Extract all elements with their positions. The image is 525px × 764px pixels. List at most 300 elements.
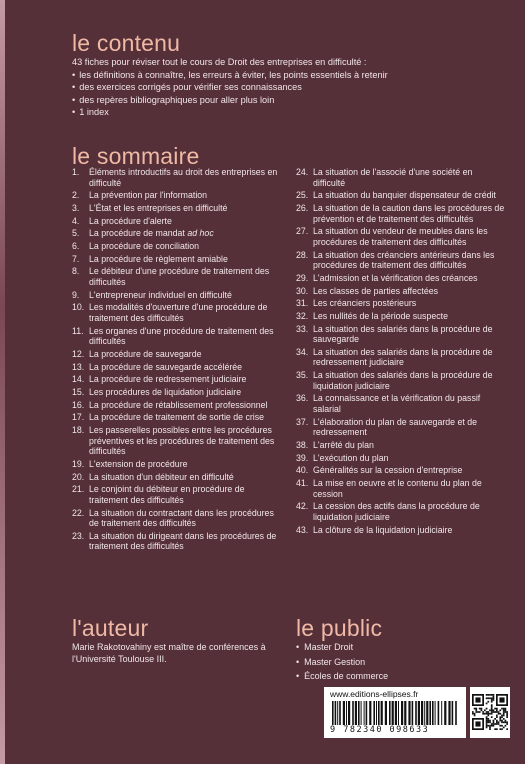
qr-module [477, 711, 479, 713]
qr-module [491, 716, 493, 718]
sommaire-entry-title: La situation des salariés dans la procédure de liquidation judiciaire [313, 370, 493, 391]
qr-module [491, 723, 493, 725]
barcode-bar [455, 701, 457, 725]
sommaire-entry-number: 28. [296, 249, 309, 260]
qr-module [506, 711, 508, 713]
qr-module [491, 725, 493, 727]
sommaire-entry-number: 24. [296, 167, 309, 177]
sommaire-entry-number: 7. [72, 253, 80, 264]
sommaire-entry [296, 311, 506, 322]
barcode-bar [408, 701, 410, 725]
barcode-bar [366, 701, 368, 725]
qr-module [486, 725, 488, 727]
qr-module [506, 728, 508, 730]
qr-module [486, 711, 488, 713]
barcode-bar [335, 701, 337, 725]
qr-module [491, 706, 493, 708]
qr-module [487, 713, 489, 715]
qr-module [484, 709, 486, 711]
sommaire-entry-number: 4. [72, 215, 80, 226]
sommaire-entry-number: 38. [296, 439, 309, 450]
barcode-bar [358, 701, 360, 725]
public-item: • Écoles de commerce [296, 669, 388, 684]
qr-module [505, 720, 507, 722]
sommaire-entry [72, 302, 286, 323]
contenu-bullet: • les définitions à connaître, les erreurs à éviter, les points essentiels à retenir [72, 69, 492, 82]
qr-module [474, 715, 476, 717]
qr-module [481, 709, 483, 711]
sommaire-entry [72, 228, 286, 239]
qr-module [493, 699, 495, 701]
qr-module [487, 694, 489, 696]
qr-module [479, 711, 481, 713]
sommaire-entry-number: 37. [296, 416, 309, 427]
qr-module [493, 696, 495, 698]
qr-module [486, 703, 488, 705]
sommaire-entry-title: La situation des salariés dans la procédure de sauvegarde [313, 323, 493, 345]
public-item: • Master Gestion [296, 655, 388, 670]
publisher-url: www.editions-ellipses.fr [330, 689, 419, 699]
sommaire-entry-title: Les passerelles possibles entre les procédures préventives et les procédures de traitement des difficultés [89, 425, 275, 457]
qr-module [503, 711, 505, 713]
sommaire-entry-title: La situation d'un débiteur en difficulté [89, 471, 234, 482]
qr-module [505, 709, 507, 711]
qr-module [475, 697, 480, 702]
qr-module [494, 711, 496, 713]
qr-module [503, 721, 505, 723]
sommaire-entry-number: 15. [72, 387, 85, 397]
qr-module [486, 723, 488, 725]
sommaire-entry-title: L'élaboration du plan de sauvegarde et de redressement [313, 416, 478, 438]
sommaire-entry [72, 400, 286, 411]
qr-module [487, 701, 489, 703]
qr-module [487, 697, 489, 699]
sommaire-entry [296, 347, 506, 368]
contenu-bullet-list [72, 69, 492, 119]
qr-module [506, 721, 508, 723]
sommaire-entry [296, 417, 506, 438]
barcode-bar [395, 701, 397, 725]
qr-module [498, 711, 500, 713]
sommaire-entry-title: Les organes d'une procédure de traitement des difficultés [89, 325, 274, 347]
sommaire-entry-number: 1. [72, 167, 80, 177]
sommaire-entry [72, 216, 286, 227]
sommaire-entry [296, 203, 506, 224]
sommaire-entry-title: L'admission et la vérification des créances [313, 272, 478, 283]
qr-module [505, 721, 507, 723]
qr-module [491, 711, 493, 713]
qr-module [493, 711, 495, 713]
barcode-bar [401, 701, 403, 725]
left-edge-stripe [0, 0, 5, 764]
qr-module [496, 715, 498, 717]
sommaire-entry-title: La situation du contractant dans les procédures de traitement des difficultés [89, 507, 274, 529]
qr-module [491, 697, 493, 699]
qr-module [503, 715, 505, 717]
qr-module [481, 708, 483, 710]
qr-module [491, 699, 493, 701]
sommaire-entry-number: 41. [296, 478, 309, 489]
qr-module [489, 694, 491, 696]
qr-module [474, 713, 476, 715]
qr-module [475, 711, 477, 713]
qr-module [489, 697, 491, 699]
sommaire-entry-title: Les procédures de liquidation judiciaire [89, 387, 242, 397]
qr-module [498, 713, 500, 715]
sommaire-entry-title: La situation du dirigeant dans les procédures de traitement des difficultés [89, 530, 277, 552]
sommaire-entry-number: 3. [72, 202, 80, 213]
qr-module [499, 697, 504, 702]
sommaire-entry [72, 508, 286, 529]
qr-module [486, 713, 488, 715]
qr-module [491, 704, 493, 706]
sommaire-entry-title: La procédure de sauvegarde [89, 348, 202, 359]
qr-module [487, 725, 489, 727]
qr-module [505, 708, 507, 710]
barcode-bar [392, 701, 394, 725]
sommaire-entry-number: 29. [296, 272, 309, 283]
barcode-bar [432, 701, 434, 725]
sommaire-entry-number: 36. [296, 393, 309, 404]
sommaire-entry [72, 241, 286, 252]
sommaire-entry-title: La procédure d'alerte [89, 215, 172, 226]
sommaire-entry-title: Le conjoint du débiteur en procédure de traitement des difficultés [89, 484, 245, 505]
barcode-bar [415, 701, 417, 725]
qr-module [475, 708, 477, 710]
qr-module [493, 697, 495, 699]
sommaire-entry [72, 203, 286, 214]
qr-module [472, 711, 474, 713]
qr-module [487, 720, 489, 722]
barcode-bar [398, 701, 399, 725]
qr-module [505, 711, 507, 713]
qr-module [494, 728, 496, 730]
qr-module [501, 708, 503, 710]
sommaire-entry-number: 42. [296, 501, 309, 512]
qr-module [484, 713, 486, 715]
sommaire-entry-title: La connaissance et la vérification du passif salarial [313, 393, 481, 414]
barcode-bar [448, 701, 450, 725]
contenu-bullet: • 1 index [72, 106, 492, 119]
sommaire-entry-title: Les créanciers postérieurs [313, 298, 417, 309]
qr-module [489, 709, 491, 711]
sommaire-entry [296, 393, 506, 414]
sommaire-entry-number: 20. [72, 471, 85, 482]
qr-module [489, 720, 491, 722]
sommaire-entry-number: 26. [296, 202, 309, 213]
sommaire-entry-title: La situation du banquier dispensateur de crédit [313, 190, 496, 201]
barcode-bar [337, 701, 338, 725]
sommaire-entry-title: L'exécution du plan [313, 452, 389, 463]
sommaire-heading: le sommaire [72, 143, 200, 169]
sommaire-entry [296, 370, 506, 391]
sommaire-entry-title: La situation de l'associé d'une société en difficulté [313, 167, 473, 188]
barcode-bar [429, 701, 431, 725]
qr-module [501, 728, 503, 730]
sommaire-entry [296, 273, 506, 284]
qr-module [486, 718, 488, 720]
sommaire-entry-title: Le débiteur d'une procédure de traitement des difficultés [89, 266, 270, 287]
qr-module [491, 708, 493, 710]
sommaire-entry-number: 40. [296, 465, 309, 476]
sommaire-entry [72, 349, 286, 360]
sommaire-right-column [296, 167, 506, 537]
qr-module [496, 716, 498, 718]
qr-module [503, 709, 505, 711]
qr-module [506, 713, 508, 715]
sommaire-entry [72, 412, 286, 423]
qr-module [501, 725, 503, 727]
barcode-bar [421, 701, 423, 725]
sommaire-entry-title: La situation des salariés dans la procédure de redressement judiciaire [313, 346, 493, 368]
sommaire-entry [296, 440, 506, 451]
sommaire-entry-number: 9. [72, 289, 80, 300]
qr-module [493, 721, 495, 723]
sommaire-entry-number: 6. [72, 241, 80, 252]
qr-module [482, 711, 484, 713]
qr-module [486, 694, 488, 696]
sommaire-entry-title: Les modalités d'ouverture d'une procédure de traitement des difficultés [89, 302, 268, 323]
qr-module [499, 718, 501, 720]
sommaire-entry [72, 425, 286, 457]
contenu-heading: le contenu [72, 30, 181, 56]
qr-module [486, 708, 488, 710]
sommaire-entry [296, 501, 506, 522]
auteur-text: Marie Rakotovahiny est maître de conférences à l'Université Toulouse III. [72, 642, 266, 664]
sommaire-entry-title: La situation de la caution dans les procédures de prévention et de traitement des difficultés [313, 202, 505, 224]
qr-module [494, 718, 496, 720]
sommaire-entry-number: 39. [296, 452, 309, 463]
sommaire-entry-number: 31. [296, 298, 309, 309]
qr-module [501, 720, 503, 722]
barcode-bar [343, 701, 345, 725]
sommaire-entry-title: La procédure de mandat ad hoc [89, 228, 214, 239]
qr-module [496, 723, 498, 725]
qr-module [503, 713, 505, 715]
barcode-bar [364, 701, 365, 725]
qr-module [498, 723, 500, 725]
qr-module [496, 711, 498, 713]
qr-module [487, 721, 489, 723]
qr-module [503, 718, 505, 720]
sommaire-entry [72, 484, 286, 505]
qr-module [489, 721, 491, 723]
public-heading: le public [296, 615, 383, 641]
sommaire-entry-number: 25. [296, 190, 309, 201]
barcode-bar [373, 701, 375, 725]
sommaire-entry-title: La procédure de conciliation [89, 241, 200, 252]
sommaire-entry-number: 27. [296, 226, 309, 237]
barcode-bar [385, 701, 387, 725]
sommaire-entry [72, 167, 286, 188]
qr-module [489, 725, 491, 727]
sommaire-entry-number: 2. [72, 190, 80, 201]
qr-module [499, 728, 501, 730]
isbn-number: 9 782340 098633 [330, 725, 430, 735]
qr-module [474, 708, 476, 710]
sommaire-entry-number: 21. [72, 484, 85, 495]
barcode-bar [435, 701, 436, 725]
qr-module [487, 715, 489, 717]
barcode-bar [339, 701, 341, 725]
sommaire-entry [296, 190, 506, 201]
qr-module [496, 709, 498, 711]
sommaire-entry-number: 11. [72, 325, 84, 336]
sommaire-entry-number: 23. [72, 530, 85, 541]
sommaire-entry-title: La procédure de règlement amiable [89, 253, 228, 264]
sommaire-entry-number: 13. [72, 361, 85, 372]
qr-module [489, 713, 491, 715]
qr-code-icon [472, 694, 508, 730]
sommaire-entry-number: 30. [296, 285, 309, 296]
qr-module [493, 720, 495, 722]
sommaire-entry-title: La procédure de sauvegarde accélérée [89, 361, 243, 372]
sommaire-entry-title: La situation du vendeur de meubles dans les procédures de traitement des difficultés [313, 226, 488, 247]
barcode-bar [426, 701, 428, 725]
qr-code-panel [470, 687, 510, 738]
qr-module [496, 728, 498, 730]
qr-module [505, 725, 507, 727]
barcode-bar [452, 701, 454, 725]
sommaire-entry [296, 250, 506, 271]
qr-module [486, 720, 488, 722]
sommaire-entry-number: 35. [296, 370, 309, 381]
sommaire-entry [296, 286, 506, 297]
qr-module [491, 701, 493, 703]
sommaire-entry-number: 14. [72, 374, 85, 385]
sommaire-entry-title: Les classes de parties affectées [313, 285, 439, 296]
sommaire-entry [72, 190, 286, 201]
public-item: • Master Droit [296, 640, 388, 655]
sommaire-entry-title: L'arrêté du plan [313, 439, 374, 450]
sommaire-entry-title: Généralités sur la cession d'entreprise [313, 465, 463, 476]
contenu-section [72, 56, 492, 119]
qr-module [494, 708, 496, 710]
sommaire-entry-number: 17. [72, 412, 85, 423]
barcode-bar [346, 701, 347, 725]
sommaire-entry-number: 18. [72, 425, 85, 436]
sommaire-entry-title: La prévention par l'information [89, 190, 208, 201]
barcode-bar [369, 701, 371, 725]
sommaire-entry [72, 531, 286, 552]
sommaire-entry [296, 465, 506, 476]
barcode-bar [348, 701, 350, 725]
sommaire-entry [72, 374, 286, 385]
barcode-bar [376, 701, 377, 725]
qr-module [486, 697, 488, 699]
sommaire-entry [72, 472, 286, 483]
qr-module [472, 713, 474, 715]
qr-module [496, 721, 498, 723]
sommaire-entry [296, 478, 506, 499]
sommaire-entry [296, 453, 506, 464]
sommaire-entry-title: L'entrepreneur individuel en difficulté [89, 289, 232, 300]
barcode-bar [361, 701, 362, 725]
sommaire-entry-number: 19. [72, 458, 85, 469]
qr-module [482, 713, 484, 715]
qr-module [503, 727, 505, 729]
qr-module [493, 694, 495, 696]
barcode-bar [378, 701, 380, 725]
qr-module [491, 694, 493, 696]
sommaire-entry [296, 525, 506, 536]
barcode-bar [389, 701, 391, 725]
qr-module [486, 716, 488, 718]
contenu-bullet: • des exercices corrigés pour vérifier ses connaissances [72, 81, 492, 94]
sommaire-entry-title: La procédure de rétablissement professionnel [89, 399, 268, 410]
sommaire-entry-title: La cession des actifs dans la procédure de liquidation judiciaire [313, 501, 480, 522]
sommaire-entry [296, 167, 506, 188]
qr-module [489, 727, 491, 729]
sommaire-entry [296, 226, 506, 247]
qr-module [499, 713, 501, 715]
sommaire-entry [296, 324, 506, 345]
barcode [330, 701, 460, 725]
qr-module [498, 721, 500, 723]
sommaire-entry-title: La mise en oeuvre et le contenu du plan de cession [313, 478, 482, 499]
barcode-bar [424, 701, 425, 725]
sommaire-entry [72, 266, 286, 287]
sommaire-entry-title: La procédure de traitement de sortie de crise [89, 412, 265, 423]
qr-module [503, 708, 505, 710]
qr-module [487, 718, 489, 720]
barcode-bar [441, 701, 442, 725]
qr-module [475, 709, 477, 711]
sommaire-entry-title: La procédure de redressement judiciaire [89, 374, 247, 385]
sommaire-entry-number: 32. [296, 310, 309, 321]
sommaire-entry [296, 298, 506, 309]
qr-module [499, 709, 501, 711]
sommaire-entry-number: 34. [296, 346, 309, 357]
barcode-panel [324, 687, 466, 738]
sommaire-entry [72, 290, 286, 301]
qr-module [491, 709, 493, 711]
sommaire-entry [72, 326, 286, 347]
qr-module [499, 720, 501, 722]
qr-module [496, 708, 498, 710]
sommaire-entry-number: 43. [296, 524, 309, 535]
qr-module [506, 715, 508, 717]
qr-module [501, 715, 503, 717]
barcode-bar [381, 701, 383, 725]
sommaire-entry-title: La clôture de la liquidation judiciaire [313, 524, 453, 535]
sommaire-entry [72, 254, 286, 265]
barcode-bar [444, 701, 446, 725]
barcode-bar [332, 701, 334, 725]
qr-module [506, 723, 508, 725]
qr-module [493, 725, 495, 727]
sommaire-entry-title: L'extension de procédure [89, 458, 188, 469]
qr-module [491, 713, 493, 715]
qr-module [493, 709, 495, 711]
barcode-bar [404, 701, 406, 725]
qr-module [499, 716, 501, 718]
sommaire-entry-title: La situation des créanciers antérieurs dans les procédures de traitement des difficultés [313, 249, 495, 271]
sommaire-entry-title: Éléments introductifs au droit des entreprises en difficulté [89, 167, 278, 188]
sommaire-entry [72, 362, 286, 373]
qr-module [486, 727, 488, 729]
sommaire-entry-title: L'État et les entreprises en difficulté [89, 202, 228, 213]
barcode-bar [418, 701, 420, 725]
sommaire-entry-number: 5. [72, 228, 80, 239]
qr-module [506, 716, 508, 718]
sommaire-entry-title: Les nullités de la période suspecte [313, 310, 448, 321]
sommaire-entry-number: 16. [72, 399, 85, 410]
qr-module [493, 723, 495, 725]
sommaire-entry-number: 22. [72, 507, 85, 518]
qr-module [501, 716, 503, 718]
sommaire-entry-number: 12. [72, 348, 85, 359]
